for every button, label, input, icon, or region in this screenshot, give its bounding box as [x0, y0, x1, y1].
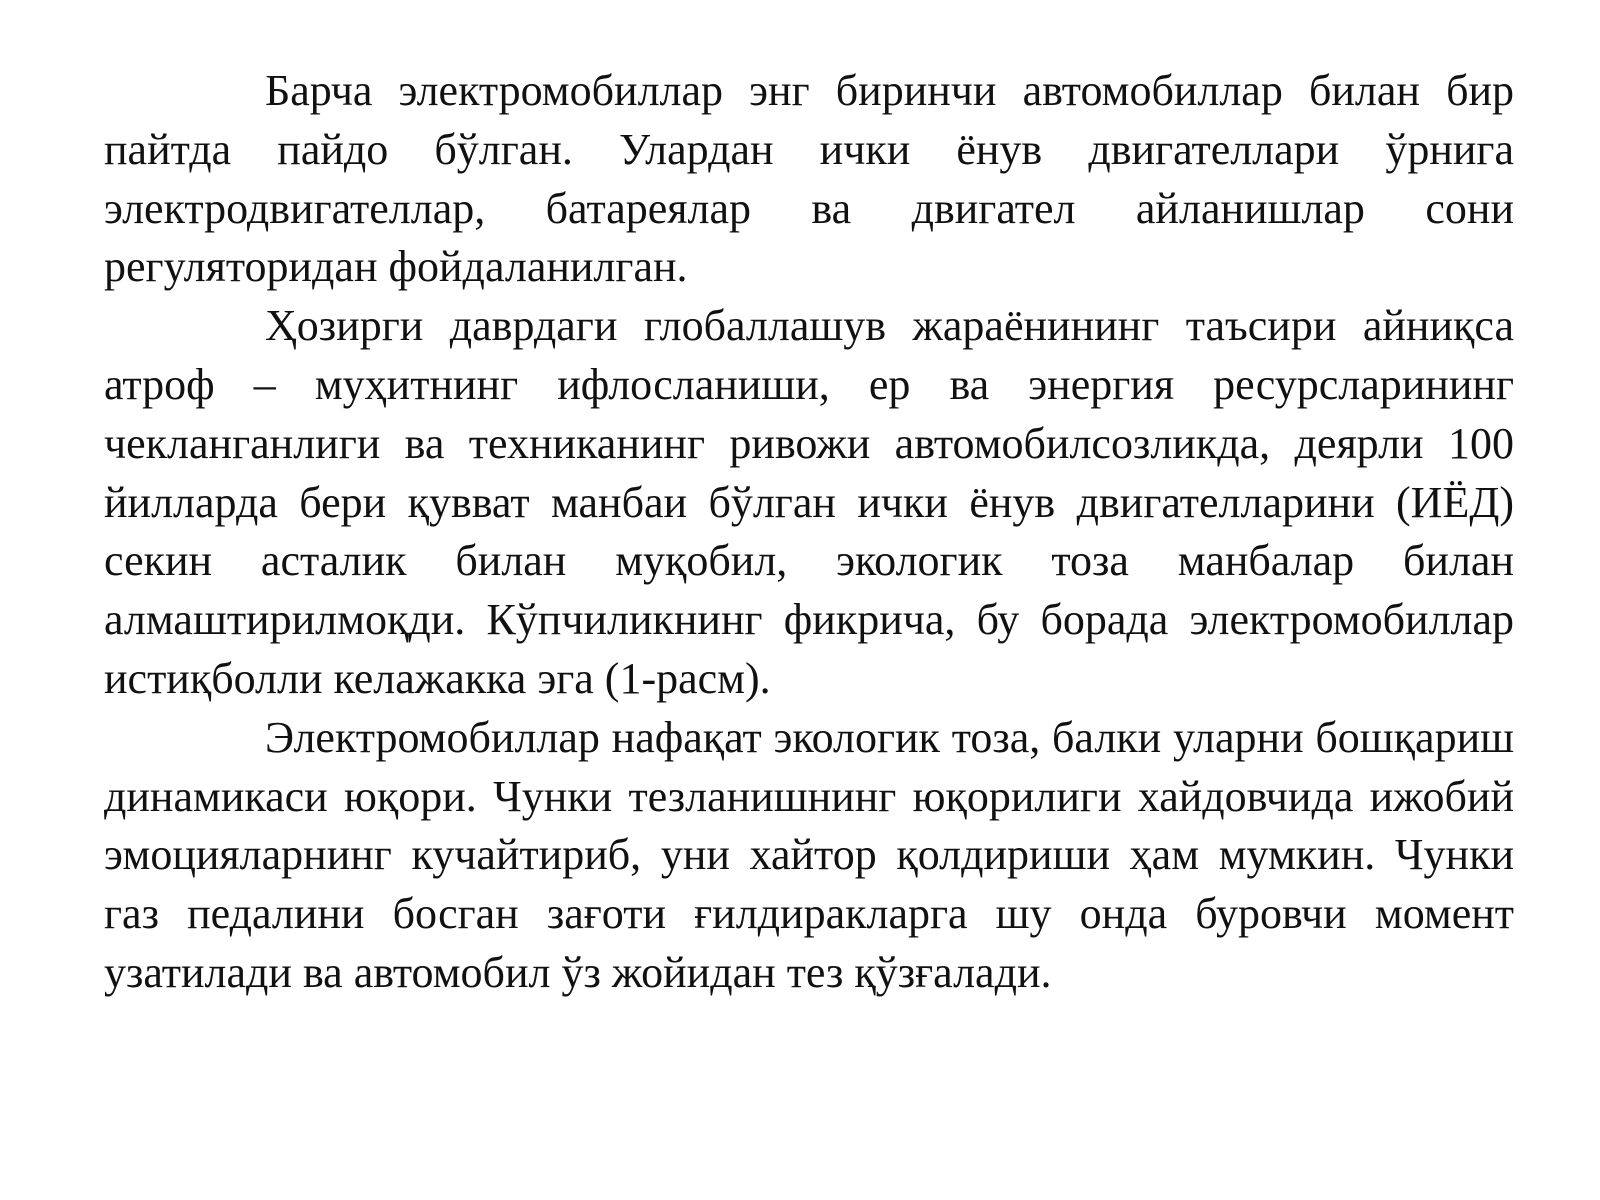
paragraph-globalization-impact: Ҳозирги даврдаги глобаллашув жараёнининг таъсири айниқса атроф – муҳитнинг ифлосланиши, ер ва энергия ресурсларининг чекланганлиги ва техниканинг ривожи автомобилсозликда, деярли 100 йилларда бери қувват манбаи бўлган ички ёнув двигателларини (ИЁД) секин асталик билан муқобил, экологик тоза манбалар билан алмаштирилмоқди. Кўпчиликнинг фикрича, бу борада электромобиллар истиқболли келажакка эга (1-расм).: [104, 301, 1514, 703]
document-page: [104, 62, 1514, 1003]
paragraph-electromobile-history: Барча электромобиллар энг биринчи автомобиллар билан бир пайтда пайдо бўлган. Улардан ички ёнув двигателлари ўрнига электродвигателлар, батареялар ва двигател айланишлар сони регуляторидан фойдаланилган.: [104, 66, 1514, 292]
paragraph-driving-dynamics: Электромобиллар нафақат экологик тоза, балки уларни бошқариш динамикаси юқори. Чунки тезланишнинг юқорилиги хайдовчида ижобий эмоцияларнинг кучайтириб, уни хайтор қолдириши ҳам мумкин. Чунки газ педалини босган зағоти ғилдиракларга шу онда буровчи момент узатилади ва автомобил ўз жойидан тез қўзғалади.: [104, 712, 1514, 997]
